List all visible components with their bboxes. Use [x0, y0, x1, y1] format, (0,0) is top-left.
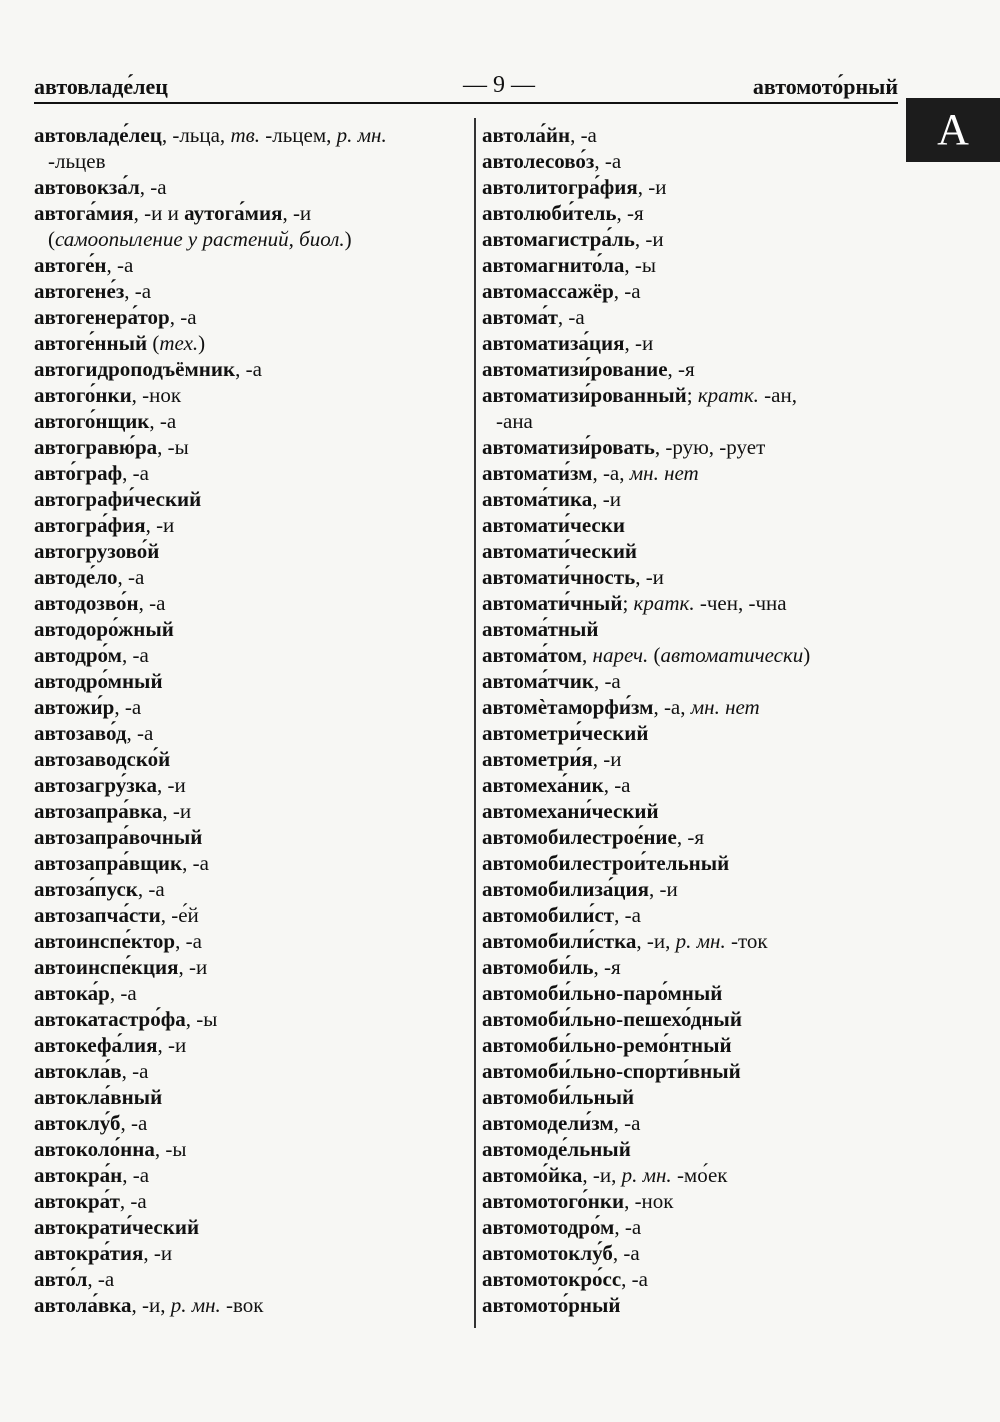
entry-text: , -а: [117, 565, 145, 589]
dictionary-line: [482, 980, 902, 1006]
entry-text: , -и: [592, 487, 622, 511]
dictionary-line: [482, 252, 902, 278]
headword: автокла́вный: [34, 1085, 163, 1109]
dictionary-line: [482, 954, 902, 980]
entry-text: , -а: [594, 149, 622, 173]
dictionary-line: [482, 434, 902, 460]
dictionary-line: [482, 798, 902, 824]
entry-text: , -и и: [133, 201, 185, 225]
entry-text: , -а: [593, 669, 621, 693]
headword: автоматизи́рованный: [482, 383, 687, 407]
grammar-note: р. мн.: [170, 1293, 221, 1317]
dictionary-line: [482, 876, 902, 902]
entry-text: , -и: [145, 513, 175, 537]
headword: автомати́чность: [482, 565, 636, 589]
headword: автомассажёр: [482, 279, 614, 303]
dictionary-line: [34, 460, 464, 486]
headword: автока́р: [34, 981, 110, 1005]
entry-text: , -а: [120, 1111, 148, 1135]
headword: автомоби́льно-спорти́вный: [482, 1059, 741, 1083]
headword: автомагистра́ль: [482, 227, 635, 251]
dictionary-line: [34, 278, 464, 304]
headword: автогрузово́й: [34, 539, 160, 563]
headword: автолесово́з: [482, 149, 595, 173]
headword: автомоби́льно-ремо́нтный: [482, 1033, 732, 1057]
headword: автометри́я: [482, 747, 593, 771]
entry-text: , -а: [614, 903, 641, 927]
dictionary-line: [34, 1188, 464, 1214]
headword: автогенера́тор: [34, 305, 170, 329]
grammar-note: тех.: [159, 331, 199, 355]
headword: автома́тный: [482, 617, 599, 641]
headword: автоге́н: [34, 253, 107, 277]
headword: автогене́з: [34, 279, 125, 303]
entry-text: , -и: [157, 1033, 187, 1057]
dictionary-line: [482, 746, 902, 772]
entry-text: , -а: [121, 1059, 149, 1083]
grammar-note: р. мн.: [621, 1163, 672, 1187]
dictionary-line: [482, 278, 902, 304]
entry-text: ,: [582, 643, 593, 667]
entry-text: , -и,: [131, 1293, 171, 1317]
entry-text: , -а,: [592, 461, 630, 485]
headword: автомехани́ческий: [482, 799, 659, 823]
grammar-note: самоопыление у растений, биол.: [55, 227, 345, 251]
dictionary-line: [34, 1136, 464, 1162]
entry-text: , -а: [106, 253, 134, 277]
headword: автоматиза́ция: [482, 331, 625, 355]
dictionary-line: [34, 746, 464, 772]
dictionary-line: [482, 928, 902, 954]
headword: автомобилестрои́тельный: [482, 851, 730, 875]
dictionary-line: [482, 1292, 902, 1318]
dictionary-line: [482, 538, 902, 564]
entry-text: , -и,: [582, 1163, 622, 1187]
entry-text: , -а,: [653, 695, 691, 719]
dictionary-line: [34, 720, 464, 746]
headword: автовладе́лец: [34, 123, 162, 147]
headword: автоклу́б: [34, 1111, 121, 1135]
dictionary-line: [482, 564, 902, 590]
grammar-note: тв.: [230, 123, 260, 147]
entry-text: , -а: [613, 1111, 641, 1135]
entry-text: -чен, -чна: [694, 591, 787, 615]
dictionary-line: [482, 1058, 902, 1084]
headword: автома́тчик: [482, 669, 594, 693]
entry-text: -мо́ек: [671, 1163, 728, 1187]
column-divider: [474, 118, 476, 1328]
dictionary-line: [482, 1032, 902, 1058]
headword: автомобилиза́ция: [482, 877, 649, 901]
dictionary-line: [482, 902, 902, 928]
entry-text: , -а: [126, 721, 154, 745]
dictionary-line: [34, 564, 464, 590]
dictionary-line: [34, 1292, 464, 1318]
headword: автоинспе́ктор: [34, 929, 176, 953]
dictionary-line: [34, 876, 464, 902]
dictionary-line: [482, 1110, 902, 1136]
headword: автого́нки: [34, 383, 132, 407]
left-column: [34, 122, 464, 1318]
headword: автокра́тия: [34, 1241, 144, 1265]
entry-text: , -рую, -рует: [654, 435, 766, 459]
headword: авто́граф: [34, 461, 123, 485]
headword: автомати́зм: [482, 461, 593, 485]
entry-text: , -нок: [131, 383, 182, 407]
dictionary-line: [34, 928, 464, 954]
headword: автомоби́ль: [482, 955, 594, 979]
entry-text: -ана: [496, 409, 533, 433]
headword: автократи́ческий: [34, 1215, 200, 1239]
grammar-note: р. мн.: [675, 929, 726, 953]
dictionary-line: [482, 642, 902, 668]
headword: автола́йн: [482, 123, 571, 147]
entry-text: , -а: [235, 357, 262, 381]
entry-text: , -а: [138, 591, 166, 615]
dictionary-line: [34, 980, 464, 1006]
headword: автокра́т: [34, 1189, 120, 1213]
entry-text: , -и: [637, 175, 667, 199]
dictionary-line: [34, 330, 464, 356]
entry-text: , -а: [175, 929, 202, 953]
dictionary-line: [34, 642, 464, 668]
dictionary-line: [482, 1188, 902, 1214]
dictionary-line: [34, 356, 464, 382]
dictionary-line: [34, 1266, 464, 1292]
dictionary-line: [34, 1214, 464, 1240]
headword: автографи́ческий: [34, 487, 202, 511]
right-column: [482, 122, 902, 1318]
dictionary-line: [482, 668, 902, 694]
entry-text: , -а: [109, 981, 137, 1005]
headword: автодозво́н: [34, 591, 139, 615]
entry-text: , -а: [557, 305, 585, 329]
dictionary-line: [34, 122, 464, 148]
headword: автогра́фия: [34, 513, 146, 537]
dictionary-line: [34, 772, 464, 798]
dictionary-line: [34, 1110, 464, 1136]
dictionary-line: [482, 1266, 902, 1292]
entry-text: , -я: [667, 357, 695, 381]
dictionary-line: [482, 616, 902, 642]
headword: автоматизи́ровать: [482, 435, 655, 459]
dictionary-line: [34, 382, 464, 408]
headword: автоге́нный: [34, 331, 148, 355]
dictionary-line: [482, 720, 902, 746]
dictionary-line: [482, 694, 902, 720]
entry-text: , -а: [614, 1215, 642, 1239]
headword: автозапра́вщик: [34, 851, 183, 875]
entry-text: ;: [686, 383, 698, 407]
dictionary-line: [482, 200, 902, 226]
headword: автомотодро́м: [482, 1215, 615, 1239]
entry-text: , -и: [624, 331, 654, 355]
headword: автокефа́лия: [34, 1033, 158, 1057]
entry-text: (: [648, 643, 661, 667]
headword: автоматизи́рование: [482, 357, 668, 381]
entry-text: , -льца,: [161, 123, 231, 147]
dictionary-line: [482, 512, 902, 538]
headword: автого́нщик: [34, 409, 150, 433]
entry-text: , -а: [570, 123, 597, 147]
dictionary-line: [34, 694, 464, 720]
dictionary-line: [34, 226, 464, 252]
grammar-note: кратк.: [633, 591, 695, 615]
page-header: [34, 70, 898, 104]
entry-text: , -а: [121, 643, 149, 667]
dictionary-line: [34, 1162, 464, 1188]
headword: автога́мия: [34, 201, 134, 225]
dictionary-line: [34, 668, 464, 694]
headword: автома́том: [482, 643, 583, 667]
dictionary-line: [34, 304, 464, 330]
headword: автомагнито́ла: [482, 253, 625, 277]
headword: автомотокро́сс: [482, 1267, 622, 1291]
headword: автомобили́стка: [482, 929, 637, 953]
entry-text: , -и: [143, 1241, 173, 1265]
entry-text: , -а: [122, 1163, 150, 1187]
entry-text: , -а: [621, 1267, 648, 1291]
entry-text: , -а: [182, 851, 209, 875]
dictionary-line: [34, 434, 464, 460]
headword: автома́т: [482, 305, 558, 329]
headword: автомодели́зм: [482, 1111, 614, 1135]
headword: автодро́мный: [34, 669, 163, 693]
entry-text: -льцем,: [259, 123, 337, 147]
entry-text: (: [48, 227, 55, 251]
entry-text: , -и: [648, 877, 678, 901]
entry-text: , -ы: [157, 435, 189, 459]
headword: автолюби́тель: [482, 201, 617, 225]
entry-text: -ток: [725, 929, 768, 953]
entry-text: , -и,: [636, 929, 676, 953]
dictionary-line: [482, 330, 902, 356]
dictionary-line: [482, 850, 902, 876]
headword: автодоро́жный: [34, 617, 174, 641]
entry-text: , -и: [178, 955, 208, 979]
dictionary-line: [482, 122, 902, 148]
entry-text: , -и: [162, 799, 192, 823]
headword: автоде́ло: [34, 565, 118, 589]
entry-text: ): [198, 331, 206, 355]
section-letter-tab: А: [906, 98, 1000, 162]
dictionary-line: [482, 460, 902, 486]
grammar-note: кратк.: [697, 383, 759, 407]
entry-text: , -а: [613, 279, 641, 303]
headword: автоинспе́кция: [34, 955, 179, 979]
dictionary-line: [482, 174, 902, 200]
headword: автовокза́л: [34, 175, 140, 199]
entry-text: , -я: [616, 201, 644, 225]
entry-text: , -а: [119, 1189, 147, 1213]
dictionary-line: [34, 954, 464, 980]
dictionary-line: [482, 1214, 902, 1240]
headword: автозапча́сти: [34, 903, 161, 927]
headword: автомоде́льный: [482, 1137, 631, 1161]
entry-text: , -и: [592, 747, 622, 771]
headword: автометри́ческий: [482, 721, 649, 745]
headword: автомотоклу́б: [482, 1241, 613, 1265]
grammar-note: мн. нет: [690, 695, 760, 719]
entry-text: , -а: [603, 773, 631, 797]
entry-text: , -а: [87, 1267, 115, 1291]
dictionary-line: [34, 616, 464, 642]
headword: автомати́чный: [482, 591, 623, 615]
entry-text: (: [147, 331, 160, 355]
grammar-note: нареч.: [592, 643, 649, 667]
dictionary-line: [482, 382, 902, 408]
entry-text: , -ы: [154, 1137, 187, 1161]
dictionary-line: [34, 486, 464, 512]
headword: автомо́йка: [482, 1163, 583, 1187]
dictionary-line: [34, 512, 464, 538]
headword: автогравю́ра: [34, 435, 158, 459]
entry-text: ;: [622, 591, 634, 615]
headword: автоколо́нна: [34, 1137, 155, 1161]
entry-text: , -а: [114, 695, 142, 719]
entry-text: , -и: [635, 565, 664, 589]
entry-text: , -а: [137, 877, 165, 901]
headword: автомотого́нки: [482, 1189, 625, 1213]
entry-text: , -я: [676, 825, 705, 849]
headword: автоза́пуск: [34, 877, 138, 901]
dictionary-line: [482, 1136, 902, 1162]
headword: автозагру́зка: [34, 773, 157, 797]
dictionary-line: [34, 408, 464, 434]
entry-text: ): [344, 227, 352, 251]
dictionary-line: [34, 1240, 464, 1266]
headword: автолитогра́фия: [482, 175, 638, 199]
headword: автомѐтаморфи́зм: [482, 695, 654, 719]
entry-text: -льцев: [48, 149, 106, 173]
entry-text: , -е́й: [160, 903, 199, 927]
page-number: — 9 —: [463, 72, 535, 98]
entry-text: , -я: [593, 955, 621, 979]
headword: автозапра́вка: [34, 799, 163, 823]
headword: автодро́м: [34, 643, 122, 667]
headword: автозаво́д: [34, 721, 127, 745]
dictionary-line: [482, 304, 902, 330]
headword: автомото́рный: [482, 1293, 621, 1317]
dictionary-line: [34, 538, 464, 564]
entry-text: , -нок: [624, 1189, 674, 1213]
headword: автома́тика: [482, 487, 593, 511]
dictionary-line: [34, 798, 464, 824]
headword: автомати́чески: [482, 513, 625, 537]
headword: автомеха́ник: [482, 773, 604, 797]
dictionary-line: [34, 1032, 464, 1058]
dictionary-line: [34, 850, 464, 876]
headword: автогидроподъёмник: [34, 357, 236, 381]
headword: автола́вка: [34, 1293, 132, 1317]
dictionary-line: [34, 902, 464, 928]
dictionary-line: [34, 824, 464, 850]
dictionary-line: [34, 1006, 464, 1032]
dictionary-line: [34, 174, 464, 200]
entry-text: , -а: [149, 409, 177, 433]
headword: автозапра́вочный: [34, 825, 203, 849]
dictionary-line: [34, 252, 464, 278]
dictionary-line: [34, 1058, 464, 1084]
headword: автозаводско́й: [34, 747, 171, 771]
headword: автомоби́льно-паро́мный: [482, 981, 723, 1005]
entry-text: -ан,: [758, 383, 797, 407]
headword: автокла́в: [34, 1059, 122, 1083]
headword: автокатастро́фа: [34, 1007, 186, 1031]
dictionary-line: [482, 1084, 902, 1110]
dictionary-line: [482, 408, 902, 434]
dictionary-line: [482, 486, 902, 512]
dictionary-line: [34, 200, 464, 226]
dictionary-line: [34, 148, 464, 174]
dictionary-line: [482, 1240, 902, 1266]
dictionary-line: [482, 590, 902, 616]
entry-text: , -ы: [185, 1007, 218, 1031]
entry-text: , -ы: [624, 253, 657, 277]
dictionary-line: [482, 824, 902, 850]
headword: автомоби́льно-пешехо́дный: [482, 1007, 742, 1031]
entry-text: , -и: [634, 227, 664, 251]
entry-text: , -а: [612, 1241, 640, 1265]
headword: автокра́н: [34, 1163, 123, 1187]
headword: автожи́р: [34, 695, 115, 719]
headword: авто́л: [34, 1267, 88, 1291]
dictionary-line: [482, 1006, 902, 1032]
headword: автомобили́ст: [482, 903, 615, 927]
entry-text: , -а: [169, 305, 197, 329]
dictionary-line: [34, 590, 464, 616]
header-left-guide-word: автовладе́лец: [34, 74, 168, 99]
entry-text: , -и: [282, 201, 312, 225]
entry-text: , -а: [139, 175, 167, 199]
dictionary-line: [482, 356, 902, 382]
entry-text: , -а: [122, 461, 149, 485]
grammar-note: р. мн.: [336, 123, 387, 147]
entry-text: ): [803, 643, 811, 667]
dictionary-line: [482, 1162, 902, 1188]
headword: автомобилестрое́ние: [482, 825, 677, 849]
dictionary-line: [34, 1084, 464, 1110]
header-right-guide-word: автомото́рный: [752, 74, 898, 99]
dictionary-line: [482, 226, 902, 252]
headword: аутога́мия: [184, 201, 283, 225]
entry-text: -вок: [220, 1293, 264, 1317]
dictionary-line: [482, 772, 902, 798]
entry-text: , -и: [156, 773, 186, 797]
grammar-note: мн. нет: [629, 461, 699, 485]
headword: автомоби́льный: [482, 1085, 635, 1109]
entry-text: , -а: [124, 279, 152, 303]
dictionary-line: [482, 148, 902, 174]
headword: автомати́ческий: [482, 539, 638, 563]
grammar-note: автоматически: [660, 643, 804, 667]
